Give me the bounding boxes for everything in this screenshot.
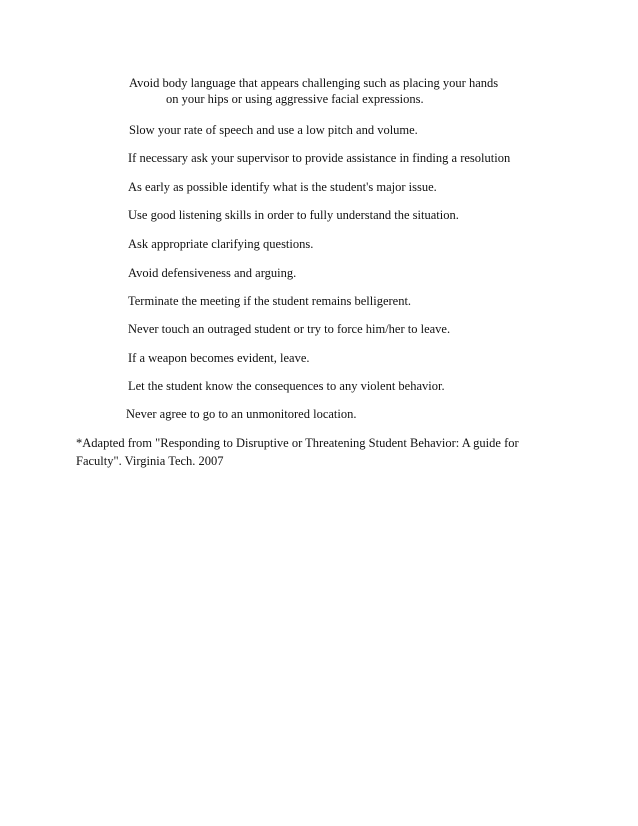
guideline-defensiveness: [128, 265, 296, 281]
guideline-identify-issue: [128, 179, 437, 195]
guideline-consequences: [128, 378, 445, 394]
guideline-text: Avoid body language that appears challenging such as placing your hands: [129, 76, 499, 90]
guideline-text: Slow your rate of speech and use a low pitch and volume.: [129, 123, 418, 137]
guideline-text: Avoid defensiveness and arguing.: [128, 266, 297, 280]
guideline-text: Never touch an outraged student or try to force him/her to leave.: [128, 322, 451, 336]
guideline-weapon: [128, 350, 310, 366]
guideline-text: Never agree to go to an unmonitored location.: [126, 407, 357, 421]
guideline-text: Ask appropriate clarifying questions.: [128, 237, 314, 251]
guideline-text: Use good listening skills in order to fully understand the situation.: [128, 208, 459, 222]
guideline-text: Let the student know the consequences to any violent behavior.: [128, 379, 445, 393]
guideline-text: As early as possible identify what is the student's major issue.: [128, 180, 437, 194]
source-footnote: *Adapted from "Responding to Disruptive or Threatening Student Behavior: A guide for Faculty". Virginia Tech. 2007: [76, 436, 519, 468]
guideline-never-touch: [128, 321, 450, 337]
guideline-text-continued: on your hips or using aggressive facial expressions.: [166, 92, 424, 106]
guideline-supervisor: [128, 150, 510, 166]
guideline-text: If a weapon becomes evident, leave.: [128, 351, 310, 365]
guideline-listening: [128, 207, 459, 223]
guideline-clarifying: [128, 236, 313, 252]
guideline-body-language: [129, 75, 498, 107]
guideline-text: If necessary ask your supervisor to provide assistance in finding a resolution: [128, 151, 511, 165]
guideline-speech-rate: [129, 122, 418, 138]
guideline-unmonitored: [126, 406, 356, 422]
guideline-text: Terminate the meeting if the student remains belligerent.: [128, 294, 412, 308]
guideline-terminate: [128, 293, 411, 309]
